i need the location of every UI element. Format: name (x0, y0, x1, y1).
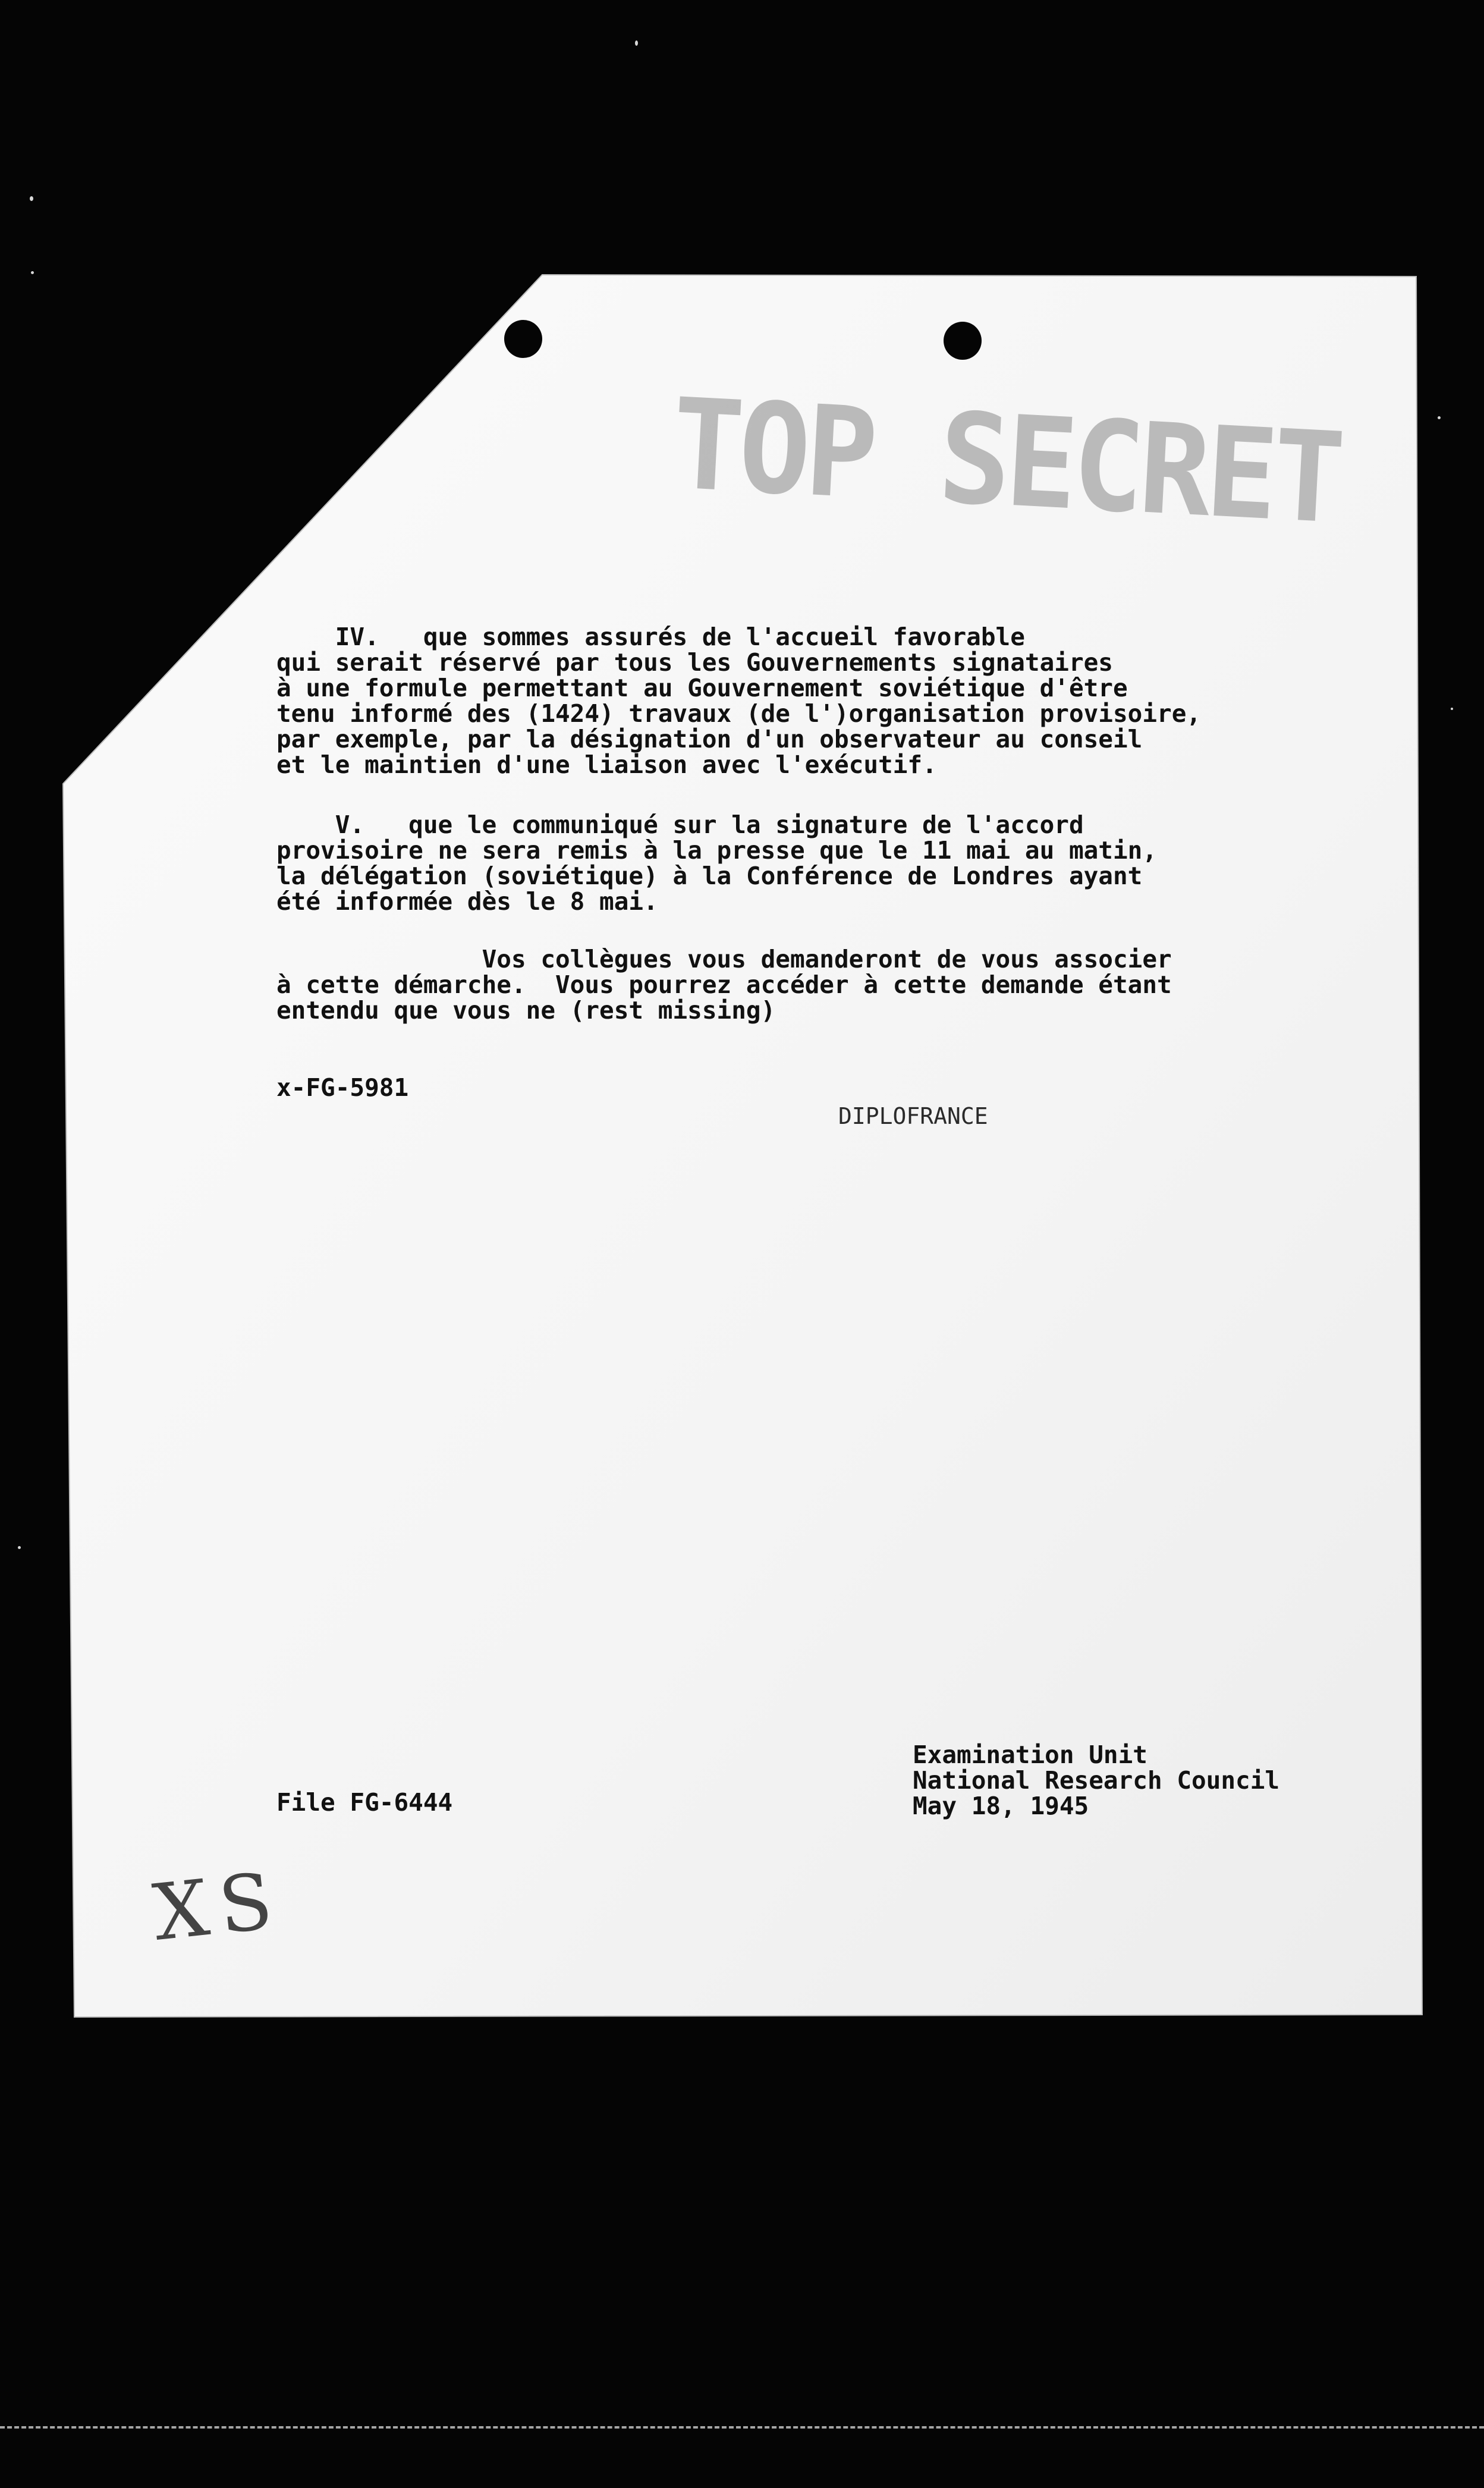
footer-unit: Examination Unit (913, 1741, 1147, 1769)
punch-hole (944, 322, 982, 360)
top-secret-stamp: TOP SECRET (668, 371, 1344, 552)
message-reference: x-FG-5981 (276, 1073, 409, 1102)
text-line: à cette démarche. Vous pourrez accéder à cette demande étant (276, 970, 1172, 999)
footer-council: National Research Council (913, 1766, 1280, 1795)
text-line: été informée dès le 8 mai. (276, 887, 658, 916)
text-line: la délégation (soviétique) à la Conférence de Londres ayant (276, 862, 1143, 890)
signature-line: DIPLOFRANCE (838, 1103, 988, 1129)
text-line: V. que le communiqué sur la signature de l'accord (276, 811, 1084, 839)
punch-hole (504, 320, 542, 358)
text-line: entendu que vous ne (rest missing) (276, 996, 776, 1025)
text-line: tenu informé des (1424) travaux (de l')organisation provisoire, (276, 699, 1202, 728)
text-line: Vos collègues vous demanderont de vous associer (276, 945, 1172, 973)
footer-date: May 18, 1945 (913, 1792, 1089, 1820)
text-line: IV. que sommes assurés de l'accueil favorable (276, 623, 1025, 651)
file-reference: File FG-6444 (276, 1788, 453, 1817)
text-line: provisoire ne sera remis à la presse que le 11 mai au matin, (276, 836, 1158, 865)
text-line: par exemple, par la désignation d'un observateur au conseil (276, 725, 1143, 753)
text-line: qui serait réservé par tous les Gouvernements signataires (276, 648, 1113, 677)
text-line: et le maintien d'une liaison avec l'exécutif. (276, 750, 937, 779)
handwritten-mark: XS (149, 1855, 287, 1958)
text-line: à une formule permettant au Gouvernement soviétique d'être (276, 674, 1128, 702)
